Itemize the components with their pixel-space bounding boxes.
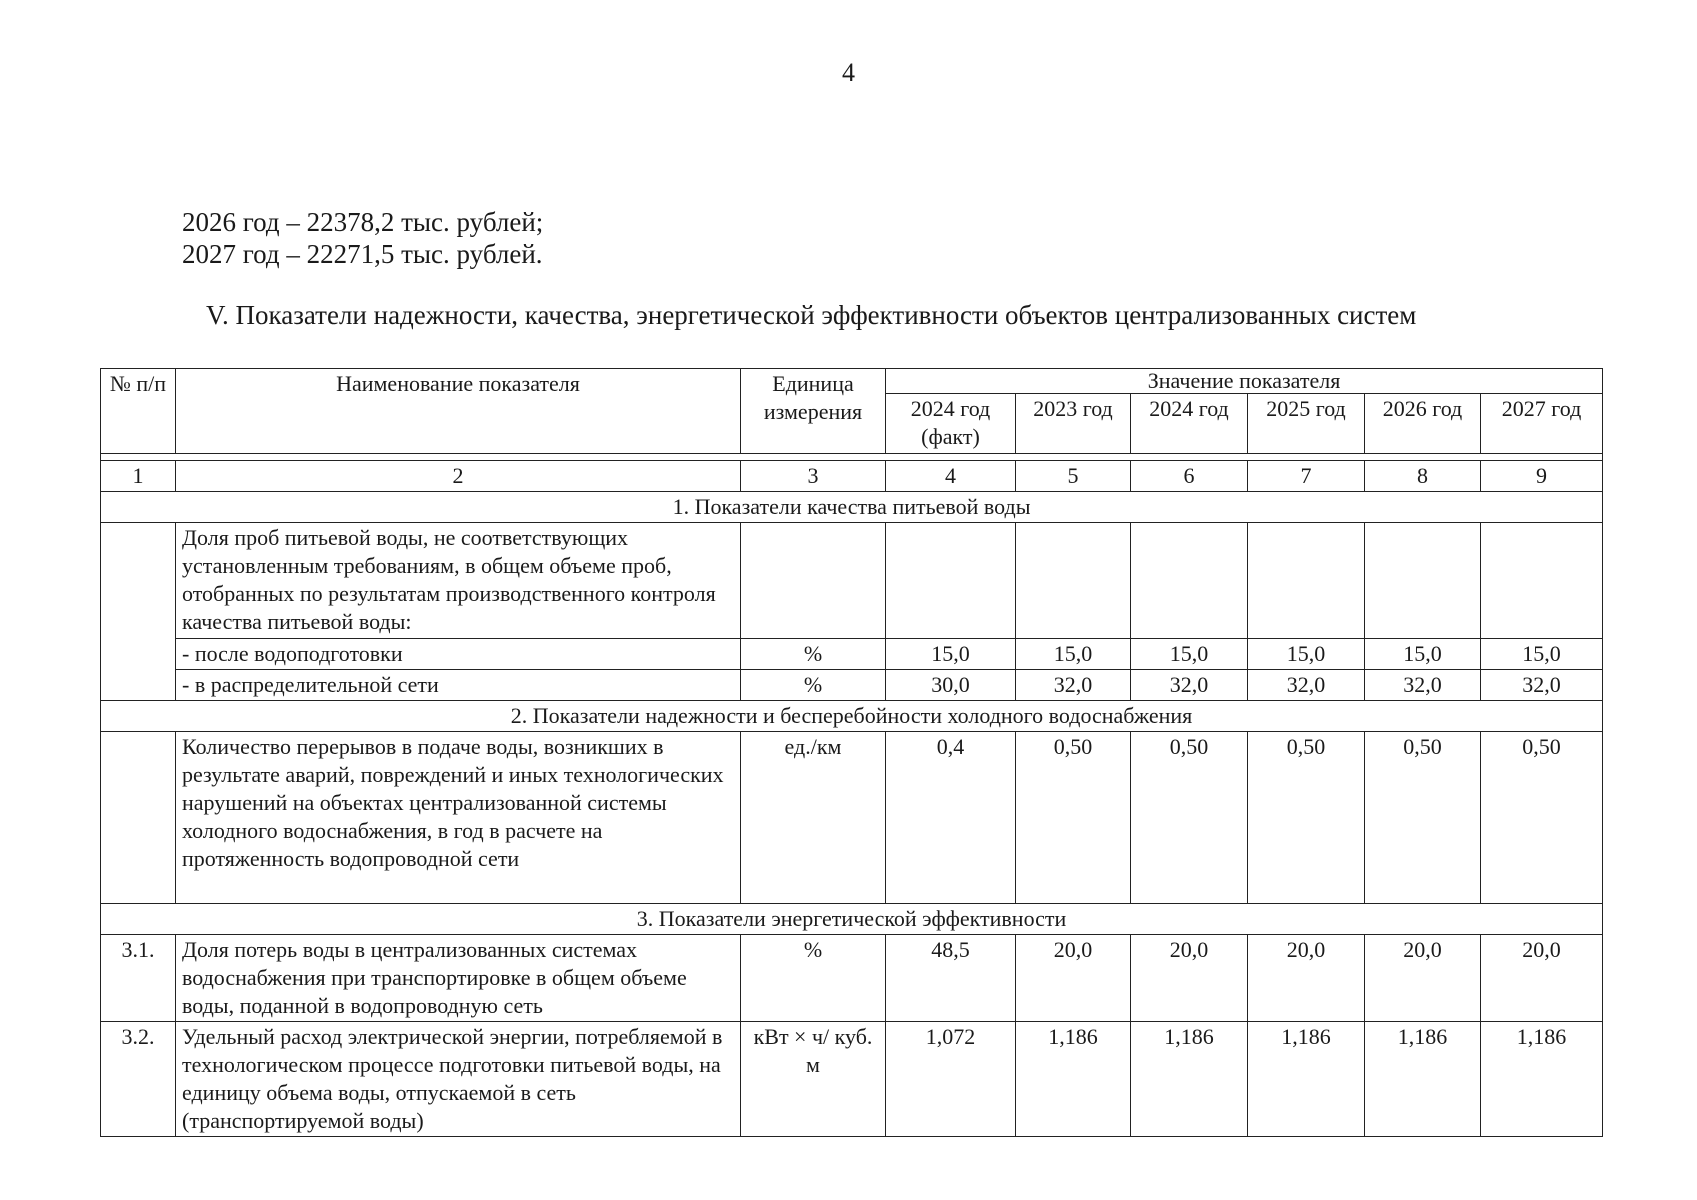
column-number: 4 — [886, 461, 1016, 492]
row-value: 20,0 — [1248, 935, 1365, 1022]
section-title: V. Показатели надежности, качества, энергетической эффективности объектов централизованных систем — [206, 300, 1417, 330]
header-year: 2024 год (факт) — [886, 394, 1016, 454]
row-value: 20,0 — [1365, 935, 1481, 1022]
column-number: 9 — [1481, 461, 1603, 492]
row-value: 20,0 — [1481, 935, 1603, 1022]
row-value: 0,50 — [1365, 732, 1481, 904]
row-num — [101, 732, 176, 904]
column-number: 3 — [741, 461, 886, 492]
row-value: 32,0 — [1365, 670, 1481, 701]
row-unit: % — [741, 935, 886, 1022]
table-row — [101, 670, 1603, 701]
row-value: 15,0 — [1131, 639, 1248, 670]
row-value: 0,50 — [1016, 732, 1131, 904]
column-number: 7 — [1248, 461, 1365, 492]
row-name: Удельный расход электрической энергии, потребляемой в технологическом процессе подготовки питьевой воды, на единицу объема воды, отпускаемой в сеть (транспортируемой воды) — [176, 1022, 741, 1137]
row-value — [1016, 523, 1131, 639]
row-num — [101, 523, 176, 701]
section-header-row — [101, 492, 1603, 523]
row-value: 1,186 — [1248, 1022, 1365, 1137]
header-year: 2026 год — [1365, 394, 1481, 454]
column-number-row — [101, 461, 1603, 492]
row-value — [1365, 523, 1481, 639]
row-value: 32,0 — [1481, 670, 1603, 701]
row-value: 1,186 — [1365, 1022, 1481, 1137]
row-name: Доля проб питьевой воды, не соответствующих установленным требованиям, в общем объеме проб, отобранных по результатам производственного контроля качества питьевой воды: — [176, 523, 741, 639]
row-value — [886, 523, 1016, 639]
row-value: 1,186 — [1016, 1022, 1131, 1137]
row-value: 20,0 — [1016, 935, 1131, 1022]
row-unit: кВт × ч/ куб. м — [741, 1022, 886, 1137]
row-value: 20,0 — [1131, 935, 1248, 1022]
row-num: 3.2. — [101, 1022, 176, 1137]
header-year: 2023 год — [1016, 394, 1131, 454]
header-num: № п/п — [101, 369, 176, 454]
row-value: 15,0 — [1016, 639, 1131, 670]
column-number: 6 — [1131, 461, 1248, 492]
column-number: 5 — [1016, 461, 1131, 492]
row-value — [1131, 523, 1248, 639]
table-row — [101, 732, 1603, 904]
header-year: 2024 год — [1131, 394, 1248, 454]
table-row — [101, 523, 1603, 639]
section-header-row — [101, 904, 1603, 935]
section-header-row — [101, 701, 1603, 732]
header-year: 2027 год — [1481, 394, 1603, 454]
funding-line-2026: 2026 год – 22378,2 тыс. рублей; — [182, 207, 544, 237]
row-value — [1248, 523, 1365, 639]
page-number: 4 — [842, 58, 855, 87]
row-value: 0,50 — [1481, 732, 1603, 904]
funding-summary — [182, 206, 543, 270]
row-unit — [741, 523, 886, 639]
section-heading: 3. Показатели энергетической эффективности — [101, 904, 1603, 935]
row-value: 0,50 — [1131, 732, 1248, 904]
row-unit: % — [741, 639, 886, 670]
row-name: Количество перерывов в подаче воды, возникших в результате аварий, повреждений и иных технологических нарушений на объектах централизованной системы холодного водоснабжения, в год в расчете на протяженность водопроводной сети — [176, 732, 741, 904]
row-value: 15,0 — [1248, 639, 1365, 670]
row-name: - после водоподготовки — [176, 639, 741, 670]
column-number: 2 — [176, 461, 741, 492]
row-value: 1,186 — [1481, 1022, 1603, 1137]
column-number: 1 — [101, 461, 176, 492]
header-year: 2025 год — [1248, 394, 1365, 454]
row-value: 0,4 — [886, 732, 1016, 904]
row-value: 30,0 — [886, 670, 1016, 701]
row-value: 15,0 — [1481, 639, 1603, 670]
row-value: 32,0 — [1248, 670, 1365, 701]
table-row — [101, 639, 1603, 670]
row-unit: % — [741, 670, 886, 701]
indicators-table — [100, 368, 1603, 1137]
row-value: 15,0 — [1365, 639, 1481, 670]
row-value: 15,0 — [886, 639, 1016, 670]
header-unit: Единица измерения — [741, 369, 886, 454]
row-unit: ед./км — [741, 732, 886, 904]
table-row — [101, 1022, 1603, 1137]
row-value: 1,072 — [886, 1022, 1016, 1137]
header-value-group: Значение показателя — [886, 369, 1603, 394]
row-value: 1,186 — [1131, 1022, 1248, 1137]
row-value — [1481, 523, 1603, 639]
spacer-row — [101, 454, 1603, 461]
row-num: 3.1. — [101, 935, 176, 1022]
row-value: 32,0 — [1131, 670, 1248, 701]
section-heading: 1. Показатели качества питьевой воды — [101, 492, 1603, 523]
section-heading: 2. Показатели надежности и бесперебойности холодного водоснабжения — [101, 701, 1603, 732]
row-name: Доля потерь воды в централизованных системах водоснабжения при транспортировке в общем объеме воды, поданной в водопроводную сеть — [176, 935, 741, 1022]
row-value: 0,50 — [1248, 732, 1365, 904]
header-name: Наименование показателя — [176, 369, 741, 454]
row-value: 48,5 — [886, 935, 1016, 1022]
column-number: 8 — [1365, 461, 1481, 492]
table-row — [101, 935, 1603, 1022]
row-name: - в распределительной сети — [176, 670, 741, 701]
header-row-top — [101, 369, 1603, 394]
funding-line-2027: 2027 год – 22271,5 тыс. рублей. — [182, 239, 543, 269]
row-value: 32,0 — [1016, 670, 1131, 701]
